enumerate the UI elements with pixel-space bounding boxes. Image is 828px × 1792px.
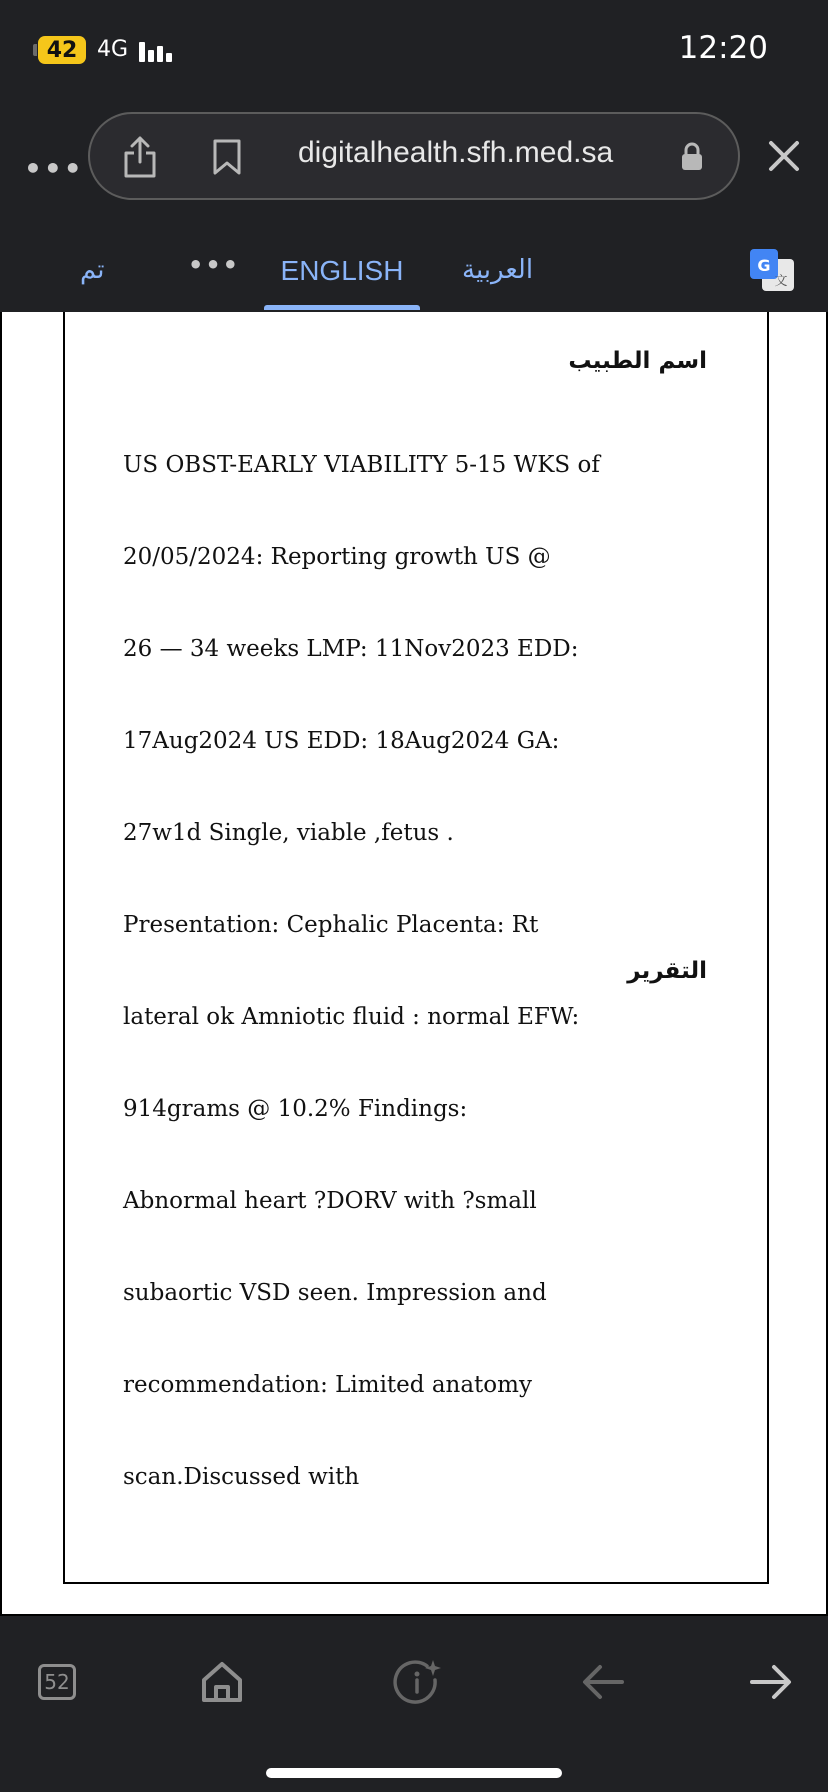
done-button[interactable]: تم — [80, 255, 105, 285]
battery-indicator: 42 — [38, 36, 86, 64]
tabs-button[interactable]: 52 — [38, 1664, 76, 1700]
active-tab-indicator — [264, 305, 420, 310]
battery-nub — [33, 44, 37, 56]
report-line: lateral ok Amniotic fluid : normal EFW: — [123, 1004, 580, 1030]
report-line: 26 — 34 weeks LMP: 11Nov2023 EDD: — [123, 636, 579, 662]
tab-arabic[interactable]: العربية — [462, 255, 534, 285]
signal-icon — [139, 40, 177, 62]
report-line: US OBST-EARLY VIABILITY 5-15 WKS of — [123, 452, 600, 478]
close-icon[interactable] — [767, 139, 801, 173]
clock: 12:20 — [678, 30, 768, 66]
url-text[interactable]: digitalhealth.sfh.med.sa — [298, 136, 614, 169]
lock-icon — [680, 142, 704, 172]
report-line: subaortic VSD seen. Impression and — [123, 1280, 547, 1306]
network-type: 4G — [97, 37, 129, 62]
report-line: 17Aug2024 US EDD: 18Aug2024 GA: — [123, 728, 560, 754]
report-line: Abnormal heart ?DORV with ?small — [123, 1188, 537, 1214]
browser-toolbar — [0, 100, 828, 215]
bookmark-icon[interactable] — [212, 138, 242, 176]
translate-options-button[interactable]: ••• — [188, 251, 241, 279]
svg-text:G: G — [757, 256, 771, 275]
report-box — [63, 312, 769, 1584]
report-label: التقرير — [627, 958, 707, 984]
report-line: 27w1d Single, viable ,fetus . — [123, 820, 454, 846]
google-translate-icon[interactable] — [748, 247, 796, 295]
report-line: 20/05/2024: Reporting growth US @ — [123, 544, 551, 570]
translate-bar — [0, 215, 828, 312]
web-content[interactable] — [0, 312, 828, 1616]
report-line: 914grams @ 10.2% Findings: — [123, 1096, 468, 1122]
tab-english[interactable]: ENGLISH — [280, 255, 404, 286]
svg-text:文: 文 — [774, 274, 788, 289]
insights-icon[interactable] — [393, 1658, 441, 1706]
bottom-toolbar — [0, 1636, 828, 1792]
home-icon[interactable] — [200, 1660, 244, 1704]
report-line: scan.Discussed with — [123, 1464, 360, 1490]
back-arrow-icon[interactable] — [580, 1662, 626, 1702]
more-menu-button[interactable]: ••• — [24, 152, 84, 185]
status-bar — [0, 0, 828, 100]
doctor-name-label: اسم الطبيب — [568, 348, 707, 374]
address-bar[interactable] — [88, 112, 740, 200]
report-line: recommendation: Limited anatomy — [123, 1372, 532, 1398]
home-indicator[interactable] — [266, 1768, 562, 1778]
report-line: Presentation: Cephalic Placenta: Rt — [123, 912, 539, 938]
forward-arrow-icon[interactable] — [748, 1662, 794, 1702]
share-icon[interactable] — [122, 136, 158, 178]
